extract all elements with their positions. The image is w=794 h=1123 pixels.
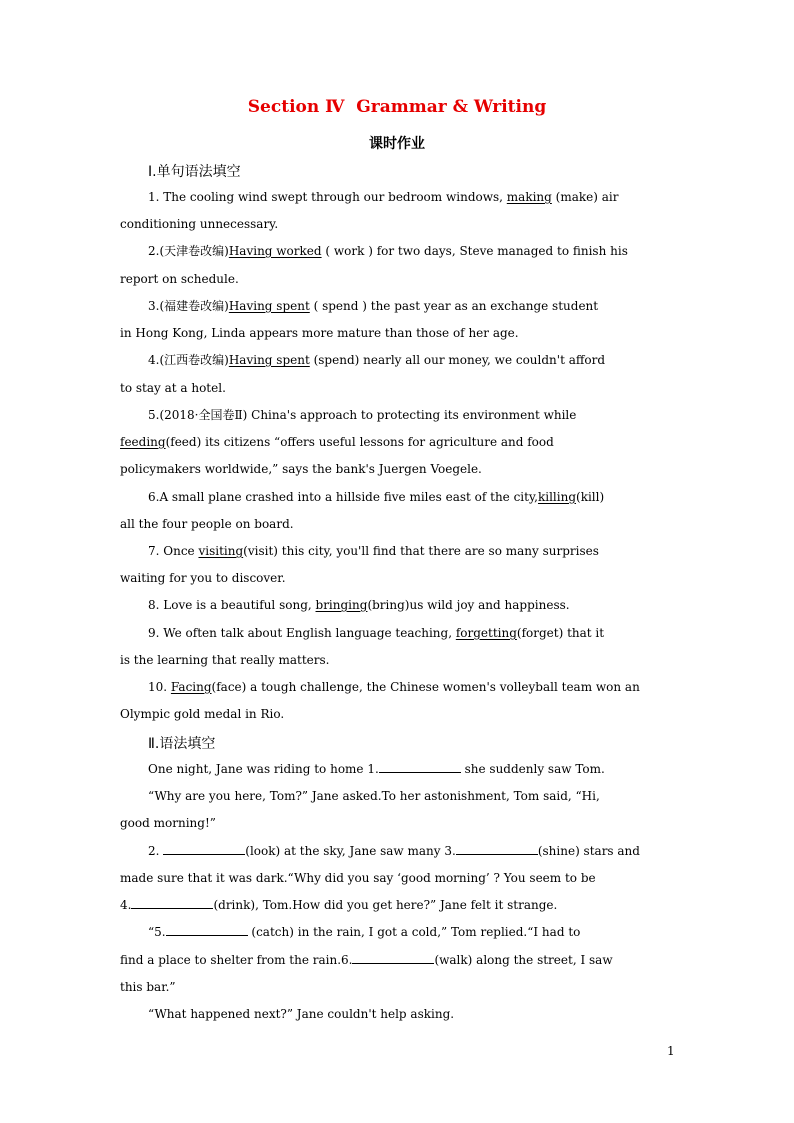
question-9-line-1: 9. We often talk about English language teaching, forgetting(forget) that it [148,626,605,640]
blank-1[interactable] [379,761,461,773]
answer-6: killing [537,490,577,504]
question-3-line-1: 3.(福建卷改编)Having spent ( spend ) the past year as an exchange student [148,299,599,313]
answer-10: Facing [170,680,212,694]
question-5-line-3: policymakers worldwide,” says the bank's Juergen Voegele. [120,462,482,476]
part1-heading: Ⅰ.单句语法填空 [148,164,241,180]
question-9-line-2: is the learning that really matters. [120,653,330,667]
question-3-line-2: in Hong Kong, Linda appears more mature than those of her age. [120,326,519,340]
answer-5: feeding [120,435,166,449]
answer-3: Having spent [228,299,310,313]
question-10-line-1: 10. Facing(face) a tough challenge, the Chinese women's volleyball team won an [148,680,640,694]
question-1-line-2: conditioning unnecessary. [120,217,279,231]
passage-line-2: “Why are you here, Tom?” Jane asked.To her astonishment, Tom said, “Hi, [148,789,600,803]
passage-line-10: “What happened next?” Jane couldn't help asking. [148,1007,455,1021]
question-5-line-1: 5.(2018·全国卷Ⅱ) China's approach to protecting its environment while [148,408,577,422]
question-4-line-1: 4.(江西卷改编)Having spent (spend) nearly all our money, we couldn't afford [148,353,606,367]
passage-line-6: 4. (drink), Tom.How did you get here?” Jane felt it strange. [120,898,558,912]
blank-4[interactable] [131,897,213,909]
passage-line-3: good morning!” [120,816,216,830]
answer-8: bringing [315,598,368,612]
passage-line-4: 2. (look) at the sky, Jane saw many 3. (shine) stars and [148,844,640,858]
question-4-line-2: to stay at a hotel. [120,381,226,395]
blank-3[interactable] [456,843,538,855]
page-subtitle: 课时作业 [369,136,425,152]
answer-9: forgetting [455,626,517,640]
question-5-line-2: feeding(feed) its citizens “offers useful lessons for agriculture and food [120,435,554,449]
passage-line-5: made sure that it was dark.“Why did you say ‘good morning’ ? You seem to be [120,871,596,885]
page-number: 1 [667,1044,675,1058]
question-8-line-1: 8. Love is a beautiful song, bringing(bring)us wild joy and happiness. [148,598,570,612]
passage-line-9: this bar.” [120,980,176,994]
question-10-line-2: Olympic gold medal in Rio. [120,707,285,721]
question-1-line-1: 1. The cooling wind swept through our bedroom windows, making (make) air [148,190,619,204]
question-7-line-2: waiting for you to discover. [120,571,286,585]
passage-line-7: “5. (catch) in the rain, I got a cold,” Tom replied.“I had to [148,925,581,939]
answer-2: Having worked [228,244,322,258]
answer-1: making [506,190,552,204]
blank-5[interactable] [166,924,248,936]
question-7-line-1: 7. Once visiting(visit) this city, you'll find that there are so many surprises [148,544,599,558]
question-6-line-2: all the four people on board. [120,517,294,531]
page-title: Section Ⅳ Grammar & Writing [247,97,547,117]
answer-4: Having spent [228,353,310,367]
question-2-line-1: 2.(天津卷改编)Having worked ( work ) for two days, Steve managed to finish his [148,244,628,258]
question-2-line-2: report on schedule. [120,272,239,286]
blank-6[interactable] [352,952,434,964]
answer-7: visiting [198,544,244,558]
blank-2[interactable] [163,843,245,855]
passage-line-1: One night, Jane was riding to home 1. she suddenly saw Tom. [148,762,605,776]
question-6-line-1: 6.A small plane crashed into a hillside five miles east of the city,killing(kill) [148,490,605,504]
part2-heading: Ⅱ.语法填空 [148,736,216,752]
passage-line-8: find a place to shelter from the rain.6. (walk) along the street, I saw [120,953,613,967]
